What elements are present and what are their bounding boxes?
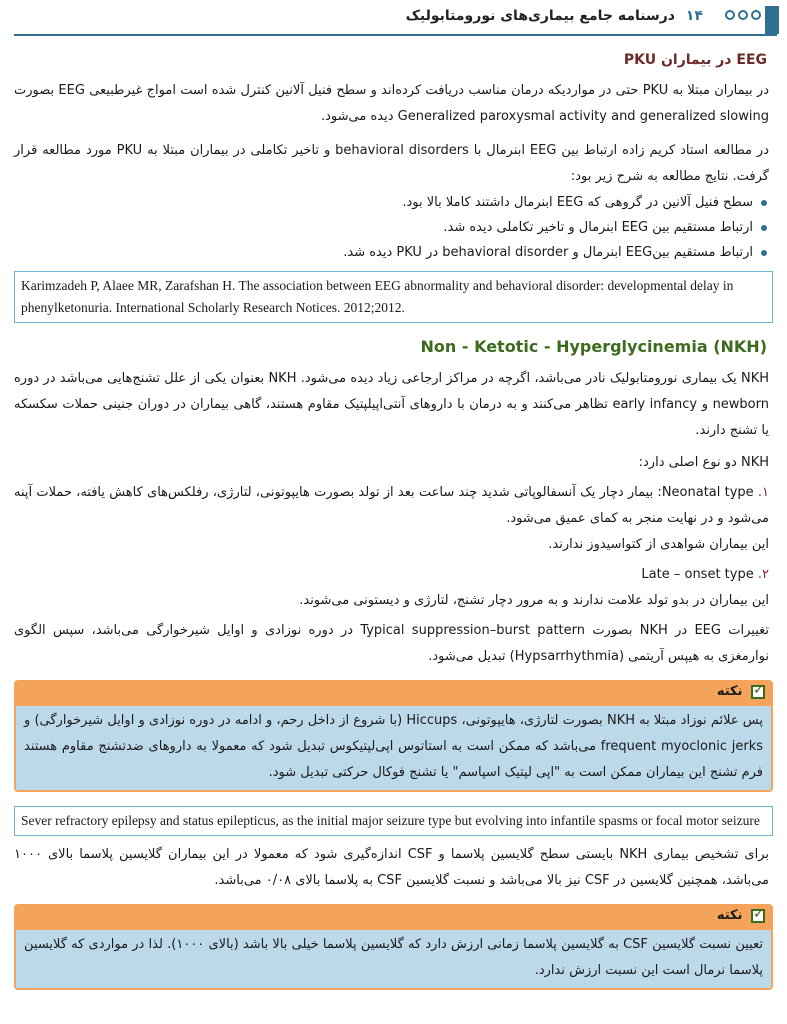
page-number: ۱۴ bbox=[685, 8, 703, 24]
note-box bbox=[14, 904, 773, 990]
page-content bbox=[14, 52, 773, 1000]
list-item: ارتباط مستقیم بین EEG ابنرمال و تاخیر تکاملی دیده شد. bbox=[14, 215, 753, 240]
note-box bbox=[14, 680, 773, 792]
paragraph: این بیماران شواهدی از کتواسیدوز ندارند. bbox=[548, 537, 769, 552]
section-title-pku-eeg: EEG در بیماران PKU bbox=[623, 52, 767, 68]
list-number: ۱. bbox=[757, 485, 769, 500]
checkbox-icon bbox=[751, 685, 765, 699]
paragraph: در مطالعه استاد کریم زاده ارتباط بین EEG ابنرمال با behavioral disorders و تاخیر تکاملی در بیماران مبتلا به PKU مورد مطالعه قرار گرفت. نتایج مطالعه به شرح زیر بود: bbox=[14, 143, 769, 184]
note-label: نکته bbox=[716, 908, 743, 923]
paragraph: این بیماران در بدو تولد علامت ندارند و به مرور دچار تشنج، لتارژی و دیستونی می‌شوند. bbox=[299, 593, 769, 608]
reference-box: Karimzadeh P, Alaee MR, Zarafshan H. The association between EEG abnormality and behavioral disorder: developmental delay in phenylketonuria. International Scholarly Research Notices. 2012;2012. bbox=[14, 271, 773, 323]
type2-text: Late – onset type bbox=[641, 567, 754, 582]
book-title: درسنامه جامع بیماری‌های نورومتابولیک bbox=[405, 8, 675, 24]
checkbox-icon bbox=[751, 909, 765, 923]
type1-item bbox=[14, 480, 769, 532]
header-dots-icon bbox=[725, 10, 761, 20]
note-text: تعیین نسبت گلایسین CSF به گلایسین پلاسما زمانی ارزش دارد که گلایسین پلاسما خیلی بالا باشد (بالای ۱۰۰۰). لذا در مواردی که گلایسین پلاسما نرمال است این نسبت ارزش ندارد. bbox=[16, 930, 771, 988]
quote-box: Sever refractory epilepsy and status epilepticus, as the initial major seizure type but evolving into infantile spasms or focal motor seizure bbox=[14, 806, 773, 836]
list-number: ۲. bbox=[757, 567, 769, 582]
note-label: نکته bbox=[716, 684, 743, 699]
paragraph: در بیماران مبتلا به PKU حتی در مواردیکه درمان مناسب دریافت کرده‌اند و سطح فنیل آلانین کنترل شده است امواج غیرطبیعی EEG بصورت Generalized paroxysmal activity and generalized slowing دیده می‌شود. bbox=[14, 83, 770, 124]
list-item: سطح فنیل آلانین در گروهی که EEG ابنرمال داشتند کاملا بالا بود. bbox=[14, 190, 753, 215]
type2-item bbox=[14, 562, 769, 588]
list-item: ارتباط مستقیم بینEEG ابنرمال و behavioral disorder در PKU دیده شد. bbox=[14, 240, 753, 265]
note-text: پس علائم نوزاد مبتلا به NKH بصورت لتارژی، هایپوتونی، Hiccups (با شروع از داخل رحم، و ادامه در دوره نوزادی و اوایل شیرخوارگی) و frequent myoclonic jerks می‌باشد که ممکن است به استاتوس اپی‌لپتیکوس تبدیل شود که معمولا به داروهای ضدتشنج مقاوم هستند فرم تشنج این بیماران ممکن است به "اپی لپتیک اسپاسم" یا تشنج فوکال حرکتی تبدیل شود. bbox=[16, 706, 771, 790]
type1-text: Neonatal type: بیمار دچار یک آنسفالوپاتی شدید چند ساعت بعد از تولد بصورت هایپوتونی، لتارژی، رفلکس‌های کاهش یافته، حملات آپنه می‌شود و در نهایت منجر به کمای عمیق می‌شود. bbox=[14, 485, 769, 526]
section-title-nkh: Non - Ketotic - Hyperglycinemia (NKH) bbox=[420, 337, 767, 356]
paragraph: تغییرات EEG در NKH بصورت Typical suppression–burst pattern در دوره نوزادی و اوایل شیرخوارگی می‌باشد، سپس الگوی نوارمغزی به هیپس آریتمی (Hypsarrhythmia) تبدیل می‌شود. bbox=[14, 623, 770, 664]
header-tab-marker bbox=[765, 6, 779, 34]
note-header bbox=[16, 682, 771, 706]
paragraph: برای تشخیص بیماری NKH بایستی سطح گلایسین پلاسما و CSF اندازه‌گیری شود که معمولا در این بیماران گلایسین پلاسما بالای ۱۰۰۰ می‌باشد، همچنین گلایسین در CSF نیز بالا می‌باشد و نسبت گلایسین CSF به پلاسما بالای ۰/۰۸ می‌باشد. bbox=[14, 847, 769, 888]
paragraph: NKH دو نوع اصلی دارد: bbox=[638, 455, 769, 470]
findings-list bbox=[14, 190, 773, 265]
note-header bbox=[16, 906, 771, 930]
page-header bbox=[0, 0, 787, 40]
paragraph: NKH یک بیماری نورومتابولیک نادر می‌باشد، اگرچه در مراکز ارجاعی زیاد دیده می‌شود. NKH بعنوان یکی از علل تشنج‌هایی می‌باشد در دوره newborn و early infancy تظاهر می‌کنند و به درمان با داروهای آنتی‌اپیلپتیک مقاوم هستند، گاهی بیماران در دوران جنینی حملات سکسکه یا تشنج دارند. bbox=[14, 371, 770, 438]
